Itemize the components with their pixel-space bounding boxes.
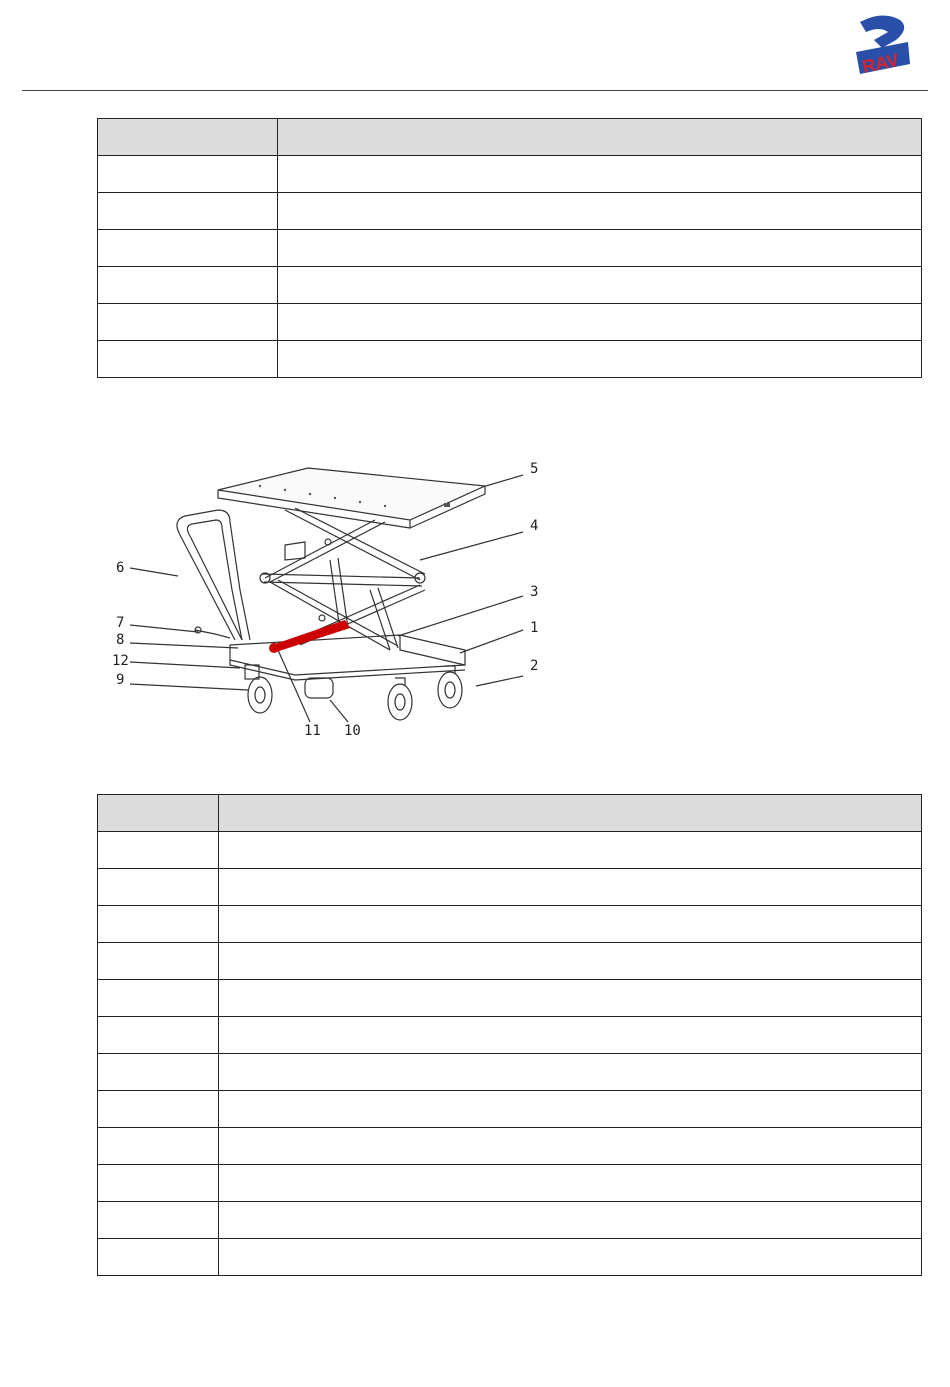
table-cell (278, 304, 922, 341)
table-cell (219, 1017, 922, 1054)
table-cell (98, 304, 278, 341)
callout-7: 7 (116, 615, 125, 631)
table-cell (98, 341, 278, 378)
table-header-row (98, 119, 922, 156)
table-cell (219, 906, 922, 943)
table-row (98, 1165, 922, 1202)
svg-text:RAV: RAV (860, 49, 901, 77)
bottom-table (97, 794, 922, 1276)
rav-logo (852, 12, 912, 78)
table-cell (278, 193, 922, 230)
lift-table-drawing (100, 450, 560, 750)
table-cell (278, 267, 922, 304)
table-cell (219, 832, 922, 869)
highlighted-knob (269, 643, 279, 653)
highlighted-part (272, 620, 350, 652)
table-cell (98, 1128, 219, 1165)
callout-11: 11 (304, 723, 321, 739)
table-cell (98, 1017, 219, 1054)
table-cell (98, 1091, 219, 1128)
table-cell (219, 1091, 922, 1128)
callout-6: 6 (116, 560, 125, 576)
table-row (98, 980, 922, 1017)
table-cell (98, 906, 219, 943)
callout-1: 1 (530, 620, 539, 636)
table-cell (98, 1239, 219, 1276)
table-row (98, 1128, 922, 1165)
header-cell (98, 795, 219, 832)
table-cell (219, 1202, 922, 1239)
table-cell (278, 230, 922, 267)
table-row (98, 1202, 922, 1239)
table-cell (98, 193, 278, 230)
table-cell (98, 156, 278, 193)
table-cell (98, 943, 219, 980)
table-cell (219, 1165, 922, 1202)
table-row (98, 1239, 922, 1276)
table-cell (98, 980, 219, 1017)
table-row (98, 341, 922, 378)
header-cell (98, 119, 278, 156)
table-row (98, 304, 922, 341)
table-row (98, 230, 922, 267)
table-cell (278, 341, 922, 378)
table-row (98, 1054, 922, 1091)
table-row (98, 943, 922, 980)
table-cell (98, 1054, 219, 1091)
table-row (98, 156, 922, 193)
table-cell (98, 832, 219, 869)
callout-12: 12 (112, 653, 129, 669)
drawing-lines (130, 468, 523, 722)
table-cell (219, 869, 922, 906)
table-row (98, 832, 922, 869)
table-cell (98, 1202, 219, 1239)
table-cell (219, 1054, 922, 1091)
table-row (98, 193, 922, 230)
callout-4: 4 (530, 518, 539, 534)
callout-5: 5 (530, 461, 539, 477)
callout-3: 3 (530, 584, 539, 600)
table-cell (219, 980, 922, 1017)
top-table (97, 118, 922, 378)
table-header-row (98, 795, 922, 832)
table-cell (98, 869, 219, 906)
table-cell (98, 267, 278, 304)
table-row (98, 1091, 922, 1128)
table-cell (278, 156, 922, 193)
header-rule (22, 90, 928, 91)
table-cell (219, 1128, 922, 1165)
header-cell (278, 119, 922, 156)
callout-10: 10 (344, 723, 361, 739)
table-row (98, 1017, 922, 1054)
table-cell (219, 943, 922, 980)
callout-8: 8 (116, 632, 125, 648)
table-cell (98, 1165, 219, 1202)
table-cell (98, 230, 278, 267)
table-row (98, 906, 922, 943)
table-cell (219, 1239, 922, 1276)
callout-2: 2 (530, 658, 539, 674)
table-row (98, 267, 922, 304)
table-row (98, 869, 922, 906)
callout-9: 9 (116, 672, 125, 688)
header-cell (219, 795, 922, 832)
